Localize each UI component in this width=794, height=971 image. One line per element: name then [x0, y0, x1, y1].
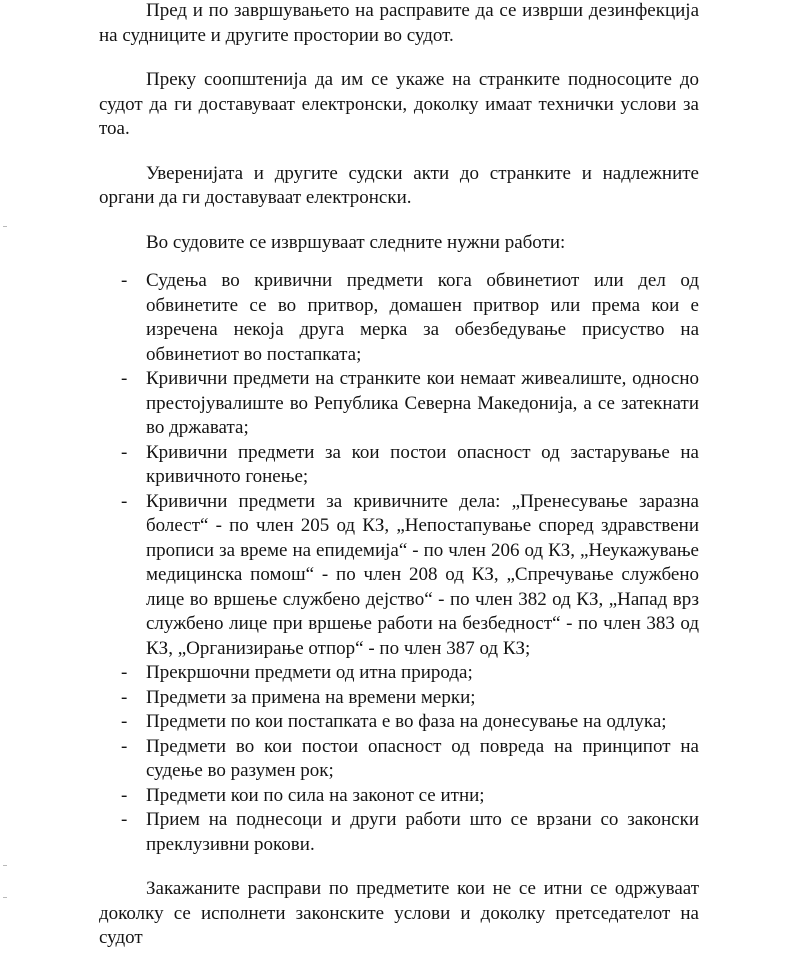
list-item [99, 661, 699, 686]
list-item [99, 808, 699, 857]
bullet-dash: - [121, 662, 128, 683]
list-item-text: Судења во кривични предмети кога обвинетиот или дел од обвинетите се во притвор, домашен притвор или према кои е изречена некоја друга мерка за обезбедување присуство на обвинетиот во постапката; [146, 270, 699, 365]
list-item-text: Предмети по кои постапката е во фаза на донесување на одлука; [146, 711, 667, 732]
list-item-text: Предмети кои по сила на законот се итни; [146, 784, 485, 806]
list-item [99, 367, 699, 441]
list-intro: Во судовите се извршуваат следните нужни работи: [146, 231, 566, 253]
scan-margin-mark [3, 226, 7, 227]
bullet-dash: - [121, 441, 128, 463]
list-item-text: Прекршочни предмети од итна природа; [146, 662, 473, 683]
bullet-dash: - [121, 368, 128, 389]
list-item [99, 490, 699, 662]
bullet-dash: - [121, 735, 128, 757]
paragraph-disinfection: Пред и по завршувањето на расправите да се изврши дезинфекција на судниците и другите простории во судот. [99, 0, 699, 46]
document-body [99, 0, 699, 971]
bullet-dash: - [121, 809, 128, 830]
list-item [99, 710, 699, 735]
list-item [99, 784, 699, 809]
list-item-text: Прием на поднесоци и други работи што се врзани со законски преклузивни рокови. [146, 809, 699, 855]
bullet-dash: - [121, 490, 128, 512]
paragraph-electronic-submissions: Преку соопштенија да им се укаже на странките подносоците до судот да ги доставуваат електронски, доколку имаат технички услови за тоа. [99, 69, 699, 139]
list-item-text: Кривични предмети за кои постои опасност од застарување на кривичното гонење; [146, 441, 699, 487]
list-item-text: Кривични предмети за кривичните дела: „Пренесување заразна болест“ - по член 205 од КЗ, „Непостапување според здравствени прописи за време на епидемија“ - по член 206 од КЗ, „Неукажување медицинска помош“ - по член 208 од КЗ, „Спречување службено лице во вршење службено дејство“ - по член 382 од КЗ, „Напад врз службено лице при вршење работи на безбедност“ - по член 383 од КЗ, „Организирање отпор“ - по член 387 од КЗ; [146, 490, 699, 659]
list-item [99, 735, 699, 784]
list-item [99, 686, 699, 711]
list-item [99, 441, 699, 490]
bullet-dash: - [121, 711, 128, 732]
scan-margin-mark [3, 865, 7, 866]
bullet-dash: - [121, 686, 128, 708]
bullet-dash: - [121, 270, 128, 291]
list-item-text: Предмети за примена на времени мерки; [146, 686, 476, 708]
paragraph-certificates-delivery: Уверенијата и другите судски акти до странките и надлежните органи да ги доставуваат електронски. [99, 162, 699, 208]
list-item [99, 269, 699, 367]
urgent-work-list [99, 269, 699, 857]
list-item-text: Кривични предмети на странките кои немаат живеалиште, односно престојувалиште во Република Северна Македонија, а се затекнати во државата; [146, 368, 699, 438]
list-item-text: Предмети во кои постои опасност од повреда на принципот на судење во разумен рок; [146, 735, 699, 781]
paragraph-scheduled-hearings: Закажаните расправи по предметите кои не се итни се одржуваат доколку се исполнети законските услови и доколку претседателот на судот [99, 878, 699, 948]
scan-margin-mark [3, 897, 7, 898]
bullet-dash: - [121, 784, 128, 806]
